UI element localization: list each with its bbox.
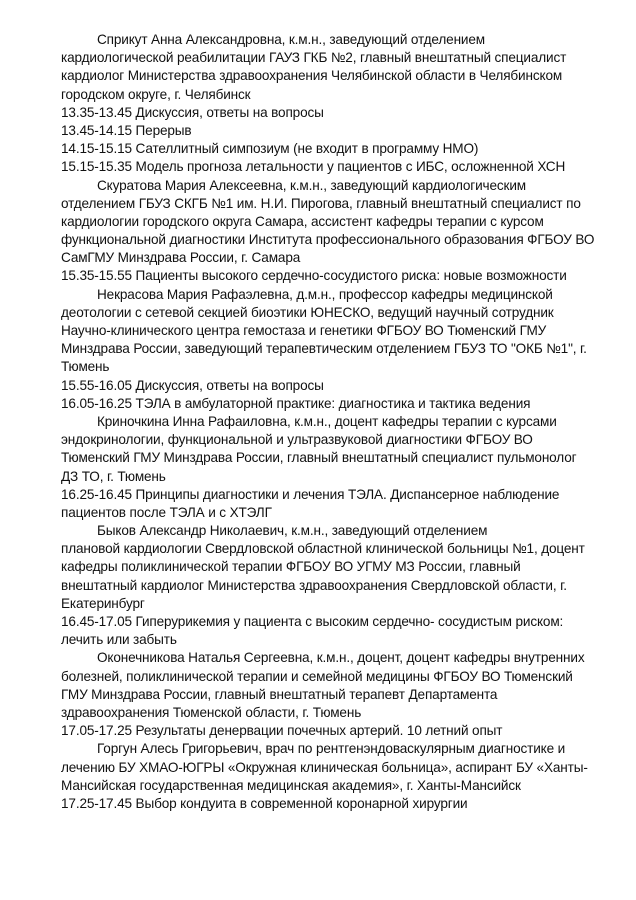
speaker-block bbox=[61, 649, 606, 722]
session-item bbox=[61, 267, 606, 285]
text-line: лечению БУ ХМАО-ЮГРЫ «Окружная клиническая больница», аспирант БУ «Ханты- bbox=[61, 759, 588, 775]
text-line: Тюменский ГМУ Минздрава России, главный внештатный специалист пульмонолог bbox=[61, 450, 577, 466]
text-line: ГМУ Минздрава России, главный внештатный терапевт Департамента bbox=[61, 686, 498, 702]
text-line: Научно-клинического центра гемостаза и генетики ФГБОУ ВО Тюменский ГМУ bbox=[61, 323, 547, 338]
text-line: Минздрава России, заведующий терапевтическим отделением ГБУЗ ТО "ОКБ №1", г. bbox=[61, 341, 587, 357]
text-line: СамГМУ Минздрава России, г. Самара bbox=[61, 250, 301, 266]
text-line: деотологии с сетевой секцией биоэтики ЮНЕСКО, ведущий научный сотрудник bbox=[61, 304, 554, 320]
text-line: Сприкут Анна Александровна, к.м.н., заведующий отделением bbox=[97, 32, 485, 47]
text-line: Некрасова Мария Рафаэлевна, д.м.н., профессор кафедры медицинской bbox=[97, 286, 553, 302]
text-line: Скуратова Мария Алексеевна, к.м.н., заведующий кардиологическим bbox=[97, 177, 526, 193]
text-line: 17.25-17.45 Выбор кондуита в современной коронарной хирургии bbox=[61, 795, 468, 811]
text-line: 13.35-13.45 Дискуссия, ответы на вопросы bbox=[61, 104, 324, 120]
text-line: городском округе, г. Челябинск bbox=[61, 86, 251, 102]
text-line: 15.55-16.05 Дискуссия, ответы на вопросы bbox=[61, 377, 324, 393]
text-line: эндокринологии, функциональной и ультразвуковой диагностики ФГБОУ ВО bbox=[61, 432, 533, 448]
session-item bbox=[61, 140, 606, 158]
text-line: 16.25-16.45 Принципы диагностики и лечения ТЭЛА. Диспансерное наблюдение bbox=[61, 486, 560, 502]
text-line: Тюмень bbox=[61, 359, 110, 375]
text-line: функциональной диагностики Института профессионального образования ФГБОУ ВО bbox=[61, 232, 595, 248]
text-line: Екатеринбург bbox=[61, 595, 145, 611]
text-line: Криночкина Инна Рафаиловна, к.м.н., доцент кафедры терапии с курсами bbox=[97, 413, 557, 429]
session-item bbox=[61, 377, 606, 395]
session-item bbox=[61, 104, 606, 122]
text-line: 14.15-15.15 Сателлитный симпозиум (не входит в программу НМО) bbox=[61, 141, 479, 157]
text-line: внештатный кардиолог Министерства здравоохранения Свердловской области, г. bbox=[61, 577, 567, 593]
speaker-block bbox=[61, 522, 606, 613]
text-line: кардиологической реабилитации ГАУЗ ГКБ №2, главный внештатный специалист bbox=[61, 50, 567, 66]
session-item bbox=[61, 486, 606, 522]
text-line: 17.05-17.25 Результаты денервации почечных артерий. 10 летний опыт bbox=[61, 723, 503, 739]
text-line: 16.05-16.25 ТЭЛА в амбулаторной практике: диагностика и тактика ведения bbox=[61, 395, 531, 411]
text-line: кардиолог Министерства здравоохранения Челябинской области в Челябинском bbox=[61, 68, 563, 84]
text-line: здравоохранения Тюменской области, г. Тюмень bbox=[61, 704, 362, 720]
program-text bbox=[61, 31, 606, 813]
text-line: болезней, поликлинической терапии и семейной медицины ФГБОУ ВО Тюменский bbox=[61, 668, 573, 684]
speaker-block bbox=[61, 286, 606, 377]
text-line: пациентов после ТЭЛА и с ХТЭЛГ bbox=[61, 504, 272, 520]
text-line: 15.15-15.35 Модель прогноза летальности у пациентов с ИБС, осложненной ХСН bbox=[61, 159, 566, 175]
text-line: Мансийская государственная медицинская академия», г. Ханты-Мансийск bbox=[61, 777, 521, 793]
session-item bbox=[61, 122, 606, 140]
text-line: плановой кардиологии Свердловской областной клинической больницы №1, доцент bbox=[61, 541, 585, 557]
session-item bbox=[61, 395, 606, 413]
text-line: кардиологии городского округа Самара, ассистент кафедры терапии с курсом bbox=[61, 213, 544, 229]
speaker-block bbox=[61, 177, 606, 268]
session-item bbox=[61, 613, 606, 649]
session-item bbox=[61, 795, 606, 813]
text-line: отделением ГБУЗ СКГБ №1 им. Н.И. Пирогова, главный внештатный специалист по bbox=[61, 195, 581, 211]
text-line: 16.45-17.05 Гиперурикемия у пациента с высоким сердечно- сосудистым риском: bbox=[61, 614, 564, 629]
text-line: Горгун Алесь Григорьевич, врач по рентгенэндоваскулярным диагностике и bbox=[97, 741, 566, 757]
speaker-block bbox=[61, 740, 606, 795]
text-line: Быков Александр Николаевич, к.м.н., заведующий отделением bbox=[97, 523, 488, 539]
text-line: 15.35-15.55 Пациенты высокого сердечно-сосудистого риска: новые возможности bbox=[61, 268, 567, 284]
speaker-block bbox=[61, 31, 606, 104]
text-line: Оконечникова Наталья Сергеевна, к.м.н., доцент, доцент кафедры внутренних bbox=[97, 650, 585, 666]
text-line: ДЗ ТО, г. Тюмень bbox=[61, 468, 166, 484]
text-line: лечить или забыть bbox=[61, 632, 177, 648]
text-line: 13.45-14.15 Перерыв bbox=[61, 122, 192, 138]
text-line: кафедры поликлинической терапии ФГБОУ ВО УГМУ МЗ России, главный bbox=[61, 559, 521, 575]
speaker-block bbox=[61, 413, 606, 486]
session-item bbox=[61, 722, 606, 740]
session-item bbox=[61, 158, 606, 176]
